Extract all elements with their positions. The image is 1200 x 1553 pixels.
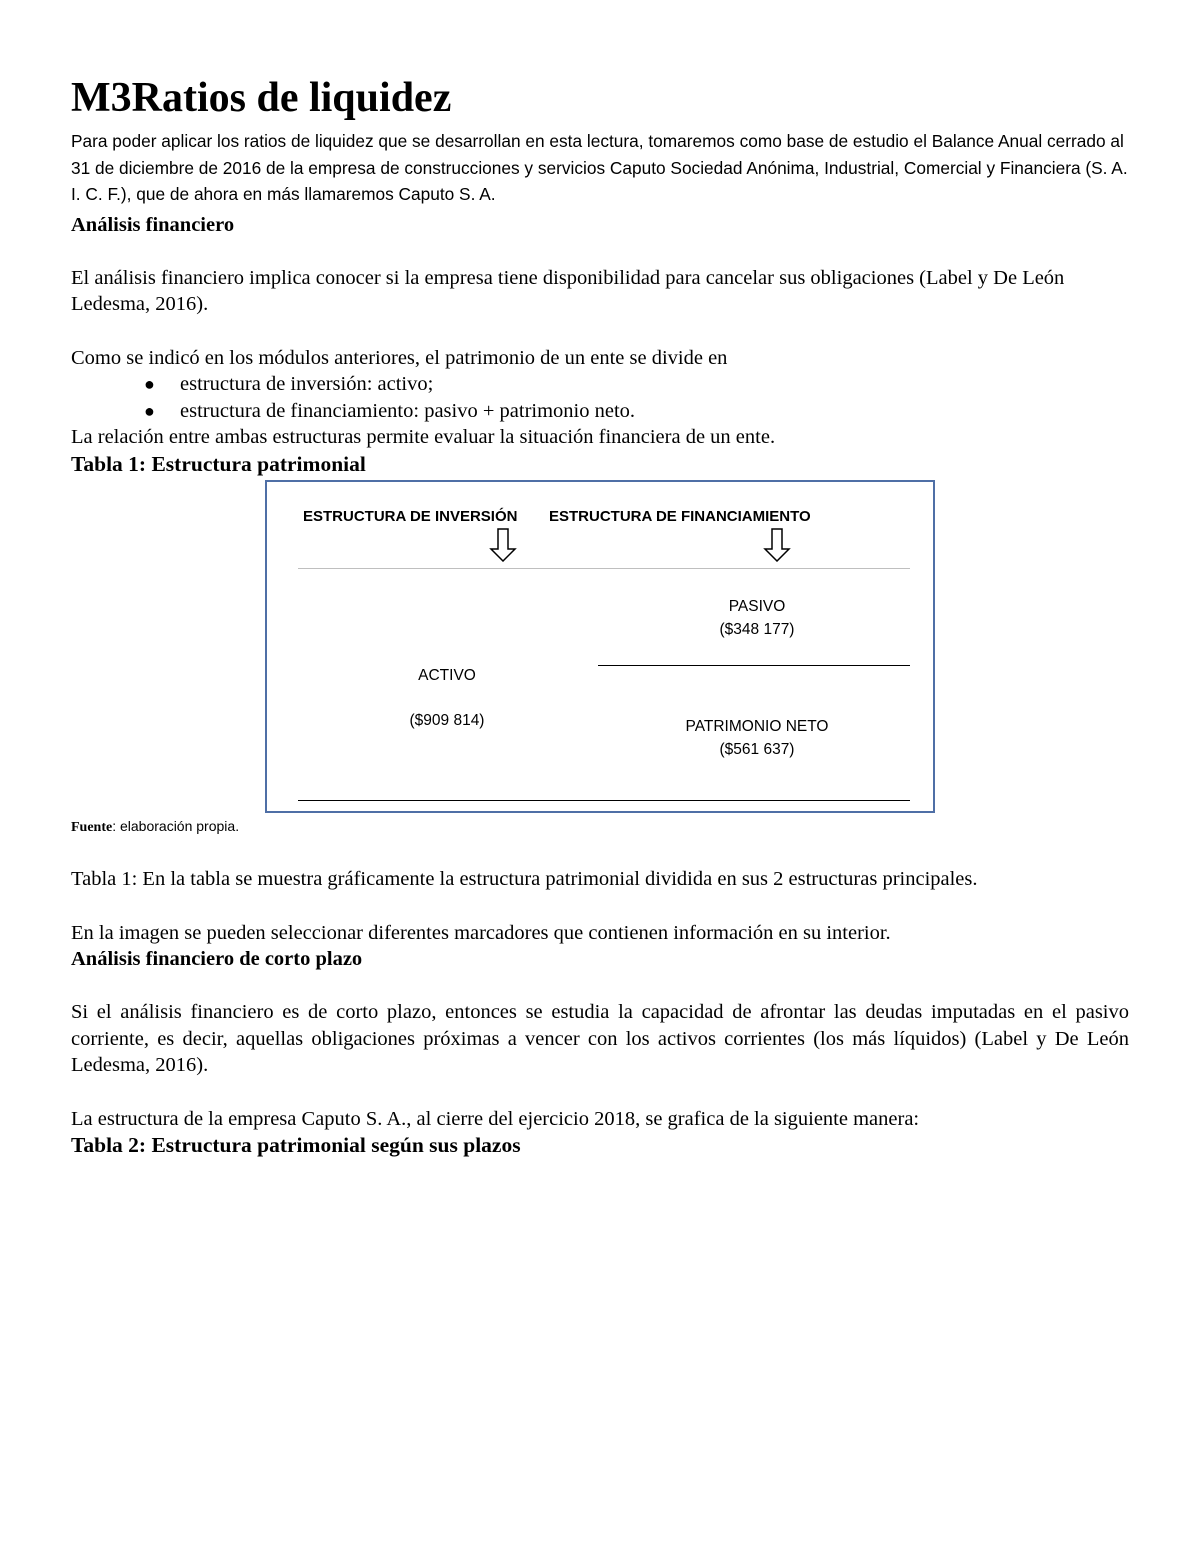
pasivo-label: PASIVO [728, 598, 786, 615]
structure-paragraph: La estructura de la empresa Caputo S. A., al cierre del ejercicio 2018, se grafica de la siguiente manera: [71, 1107, 920, 1130]
figure-source [71, 818, 239, 836]
header-divider [298, 568, 910, 569]
source-text: : elaboración propia. [112, 818, 240, 834]
table1-heading: Tabla 1: Estructura patrimonial [71, 451, 366, 476]
patrimonio-intro: Como se indicó en los módulos anteriores, el patrimonio de un ente se divide en [71, 346, 728, 369]
analisis-paragraph: El análisis financiero implica conocer si la empresa tiene disponibilidad para cancelar sus obligaciones (Label y De León Ledesma, 2016). [71, 266, 1065, 315]
image-note: En la imagen se pueden seleccionar diferentes marcadores que contienen información en su interior. [71, 921, 891, 944]
pasivo-divider [598, 665, 910, 666]
down-arrow-icon [763, 528, 791, 562]
down-arrow-icon [489, 528, 517, 562]
estructura-inversion-label: ESTRUCTURA DE INVERSIÓN [303, 508, 518, 525]
section-heading-corto-plazo: Análisis financiero de corto plazo [71, 948, 363, 970]
bullet-icon: ● [144, 400, 155, 421]
estructura-patrimonial-figure [265, 480, 935, 813]
bullet-list [71, 371, 1129, 424]
estructura-financiamiento-label: ESTRUCTURA DE FINANCIAMIENTO [549, 508, 811, 525]
table1-caption: Tabla 1: En la tabla se muestra gráficamente la estructura patrimonial dividida en sus 2 estructuras principales. [71, 868, 978, 890]
bullet-icon: ● [144, 374, 155, 394]
source-label: Fuente [71, 820, 113, 835]
patrimonio-neto-label: PATRIMONIO NETO [685, 718, 829, 735]
patrimonio-neto-value: ($561 637) [719, 741, 795, 758]
activo-label: ACTIVO [418, 667, 476, 684]
table2-heading: Tabla 2: Estructura patrimonial según sus plazos [71, 1133, 521, 1157]
pasivo-value: ($348 177) [719, 621, 795, 638]
activo-value: ($909 814) [409, 712, 485, 729]
corto-plazo-paragraph: Si el análisis financiero es de corto plazo, entonces se estudia la capacidad de afrontar las deudas imputadas en el pasivo corriente, es decir, aquellas obligaciones próximas a vencer con los activos corrientes (los más líquidos) (Label y De León Ledesma, 2016). [71, 1001, 1129, 1076]
relation-paragraph: La relación entre ambas estructuras permite evaluar la situación financiera de un ente. [71, 426, 776, 448]
list-item: ● estructura de inversión: activo; [180, 371, 1129, 398]
intro-paragraph: Para poder aplicar los ratios de liquidez que se desarrollan en esta lectura, tomaremos como base de estudio el Balance Anual cerrado al 31 de diciembre de 2016 de la empresa de construcciones y servicios Caputo Sociedad Anónima, Industrial, Comercial y Financiera (S. A. I. C. F.), que de ahora en más llamaremos Caputo S. A. [71, 131, 1128, 204]
document-body-continued [71, 866, 1129, 1158]
section-heading-analisis: Análisis financiero [71, 213, 235, 236]
document-body [71, 72, 1129, 477]
list-item: ● estructura de financiamiento: pasivo + patrimonio neto. [180, 398, 1129, 425]
page-title: M3Ratios de liquidez [71, 75, 452, 121]
bottom-divider [298, 800, 910, 801]
